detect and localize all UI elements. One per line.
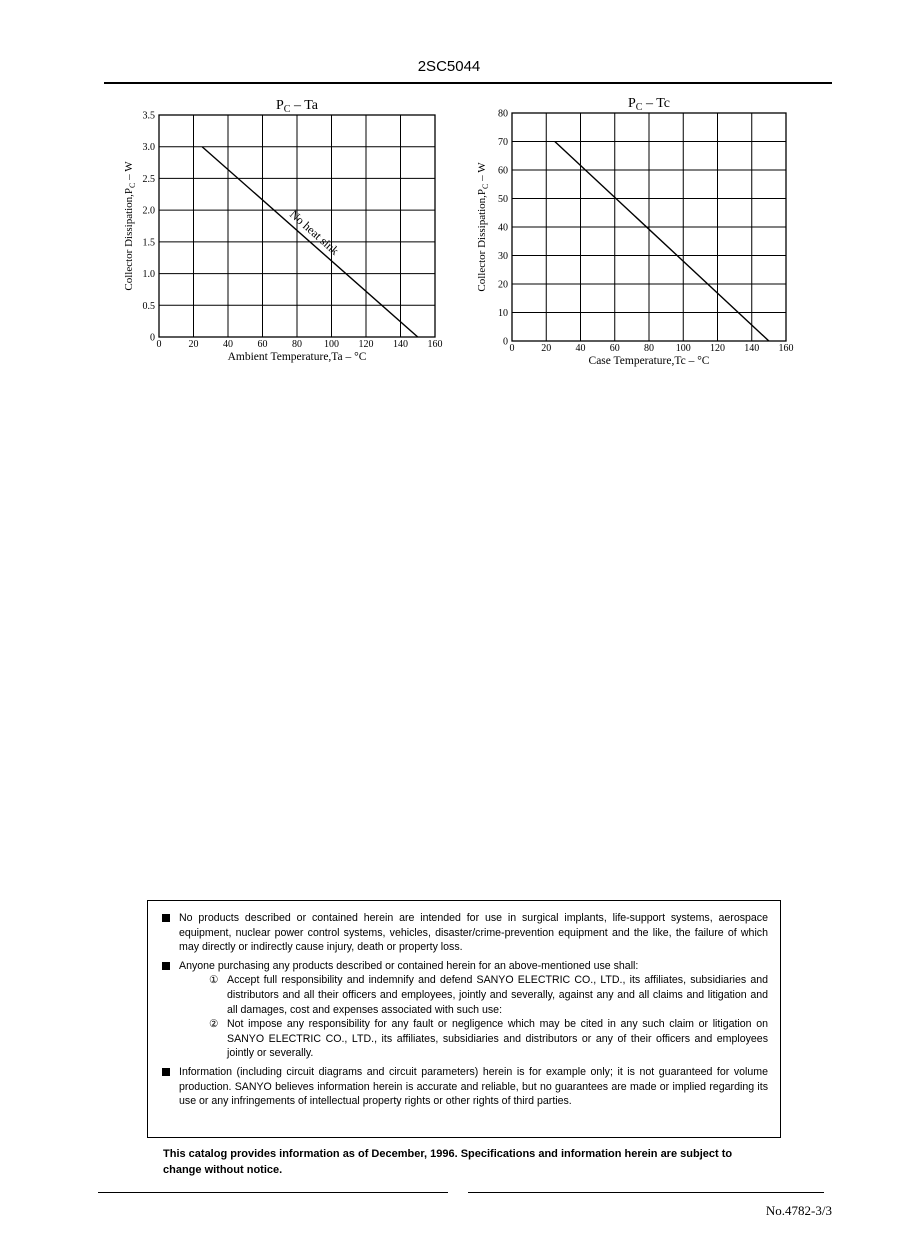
disclaimer-box bbox=[147, 900, 781, 1138]
x-tick-label: 120 bbox=[358, 339, 374, 350]
footer-rule-left bbox=[98, 1192, 448, 1193]
disclaimer-text-3: Information (including circuit diagrams and circuit parameters) herein is for example only; it is not guaranteed for volume production. SANYO believes information herein is accurate and reliable, but no guarantees are made or implied regarding its use or any infringements of intellectual property rights or other rights of third parties. bbox=[179, 1065, 768, 1108]
x-tick-label: 60 bbox=[609, 343, 620, 354]
x-tick-label: 100 bbox=[324, 339, 339, 350]
x-tick-label: 0 bbox=[509, 343, 515, 354]
disclaimer-item-1 bbox=[162, 911, 768, 955]
chart-title: $P_C$ – Tc bbox=[627, 96, 671, 113]
x-tick-label: 160 bbox=[778, 343, 794, 354]
y-tick-label: 60 bbox=[498, 165, 508, 177]
y-tick-label: 10 bbox=[498, 308, 508, 319]
x-tick-label: 40 bbox=[575, 343, 586, 354]
chart-title: $P_C$ – Ta bbox=[275, 98, 319, 115]
circled-two-icon: ② bbox=[209, 1018, 219, 1031]
bullet-square-icon bbox=[162, 1068, 170, 1076]
x-tick-label: 20 bbox=[188, 339, 199, 350]
y-tick-label: 0 bbox=[503, 336, 508, 348]
y-axis-label: Collector $Dissipation,P_C$ – W bbox=[123, 161, 137, 291]
x-tick-label: 120 bbox=[710, 343, 725, 354]
y-tick-label: 3.0 bbox=[142, 142, 155, 154]
x-tick-label: 40 bbox=[223, 339, 233, 350]
y-tick-label: 1.0 bbox=[142, 269, 155, 281]
disclaimer-text-1: No products described or contained herein are intended for use in surgical implants, life-support systems, aerospace equipment, nuclear power control systems, vehicles, disaster/crime-prevention equipment and the like, the failure of which may directly or indirectly cause injury, death or property loss. bbox=[179, 912, 768, 954]
bullet-square-icon bbox=[162, 962, 170, 970]
y-axis-label: Collector $Dissipation,P_C$ – W bbox=[476, 162, 490, 292]
x-axis-label: Ambient Temperature,Ta – °C bbox=[227, 351, 367, 363]
pc-tc-chart bbox=[0, 0, 898, 400]
derating-curve bbox=[555, 142, 769, 342]
x-tick-label: 60 bbox=[257, 339, 268, 350]
document-number: No.4782-3/3 bbox=[765, 1203, 832, 1218]
disclaimer-subtext-2: Not impose any responsibility for any fault or negligence which may be cited in any such claim or litigation on SANYO ELECTRIC CO., LTD., its affiliates, subsidiaries and distributors or any of their officers and employees jointly or severally. bbox=[227, 1018, 768, 1060]
x-tick-label: 160 bbox=[427, 339, 443, 350]
x-tick-label: 140 bbox=[393, 339, 408, 350]
y-tick-label: 0.5 bbox=[142, 300, 155, 312]
circled-one-icon: ① bbox=[209, 974, 219, 987]
disclaimer-text-2: Anyone purchasing any products described or contained herein for an above-mentioned use shall: bbox=[179, 959, 639, 972]
y-tick-label: 30 bbox=[498, 251, 508, 262]
disclaimer-subitem-1 bbox=[179, 973, 768, 1017]
y-tick-label: 0 bbox=[150, 332, 155, 344]
curve-annotation: No heat sink bbox=[287, 207, 342, 258]
y-tick-label: 2.0 bbox=[142, 205, 155, 217]
disclaimer-item-3 bbox=[162, 1065, 768, 1109]
disclaimer-subitem-2 bbox=[179, 1017, 768, 1061]
bullet-square-icon bbox=[162, 914, 170, 922]
y-tick-label: 40 bbox=[498, 222, 508, 234]
x-tick-label: 80 bbox=[644, 343, 654, 354]
x-tick-label: 80 bbox=[292, 339, 302, 350]
y-tick-label: 70 bbox=[498, 137, 508, 148]
footer-rule-right bbox=[468, 1192, 824, 1193]
part-number-title: 2SC5044 bbox=[417, 58, 481, 75]
y-tick-label: 1.5 bbox=[142, 237, 155, 249]
disclaimer-item-2 bbox=[162, 959, 768, 1061]
x-tick-label: 20 bbox=[541, 343, 552, 354]
y-tick-label: 3.5 bbox=[142, 110, 155, 122]
x-tick-label: 0 bbox=[156, 339, 162, 350]
x-axis-label: Case Temperature,Tc – °C bbox=[588, 355, 710, 367]
y-tick-label: 2.5 bbox=[142, 173, 155, 185]
y-tick-label: 80 bbox=[498, 108, 508, 120]
y-tick-label: 20 bbox=[498, 279, 508, 291]
catalog-date-note: This catalog provides information as of December, 1996. Specifications and information herein are subject to change without notice. bbox=[163, 1148, 733, 1176]
y-tick-label: 50 bbox=[498, 194, 508, 205]
disclaimer-subtext-1: Accept full responsibility and indemnify and defend SANYO ELECTRIC CO., LTD., its affiliates, subsidiaries and distributors and all their officers and employees, jointly and severally, against any and all claims and litigation and all damages, cost and expenses associated with such use: bbox=[227, 974, 768, 1016]
x-tick-label: 140 bbox=[744, 343, 760, 354]
x-tick-label: 100 bbox=[675, 343, 691, 354]
